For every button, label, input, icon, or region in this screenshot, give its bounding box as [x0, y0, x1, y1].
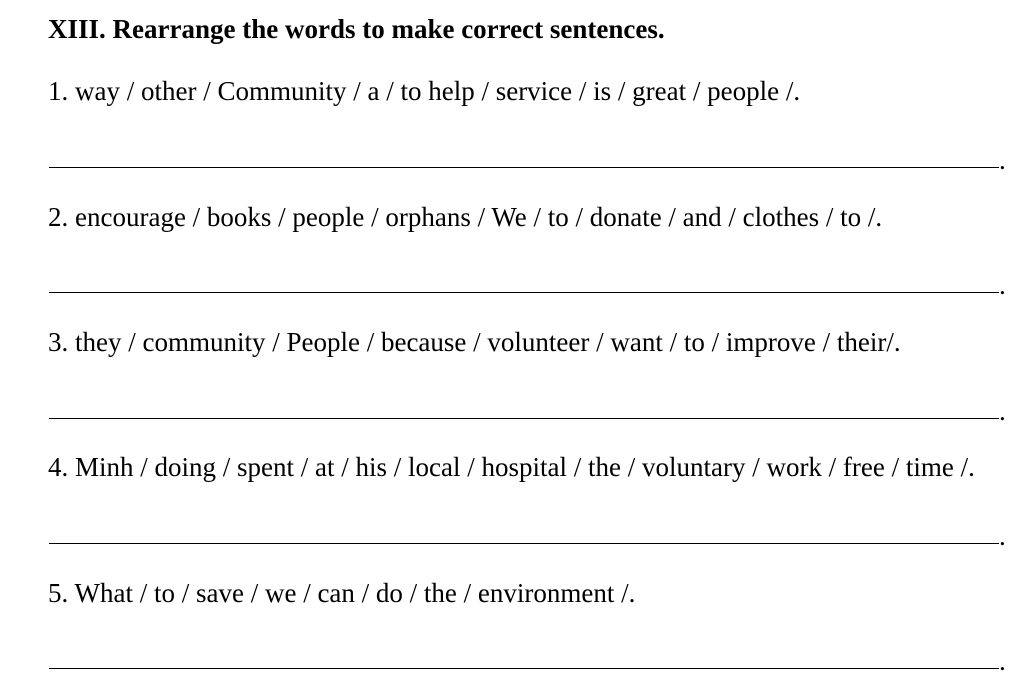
exercise-title: XIII. Rearrange the words to make correct sentences.: [48, 14, 665, 44]
answer-line-4[interactable]: [49, 543, 999, 544]
answer-end-dot-3: .: [999, 396, 1006, 426]
question-2: 2. encourage / books / people / orphans / We / to / donate / and / clothes / to /.: [48, 202, 883, 232]
question-3: 3. they / community / People / because / volunteer / want / to / improve / their/.: [48, 327, 901, 357]
answer-line-5[interactable]: [49, 668, 999, 669]
question-4: 4. Minh / doing / spent / at / his / local / hospital / the / voluntary / work / free / time /.: [48, 452, 975, 482]
answer-end-dot-1: .: [999, 145, 1006, 175]
question-1: 1. way / other / Community / a / to help / service / is / great / people /.: [48, 76, 801, 106]
answer-line-1[interactable]: [49, 167, 999, 168]
answer-end-dot-5: .: [999, 646, 1006, 676]
answer-line-2[interactable]: [49, 292, 999, 293]
answer-end-dot-4: .: [999, 521, 1006, 551]
question-5: 5. What / to / save / we / can / do / the / environment /.: [48, 578, 636, 608]
answer-end-dot-2: .: [999, 270, 1006, 300]
answer-line-3[interactable]: [49, 418, 999, 419]
